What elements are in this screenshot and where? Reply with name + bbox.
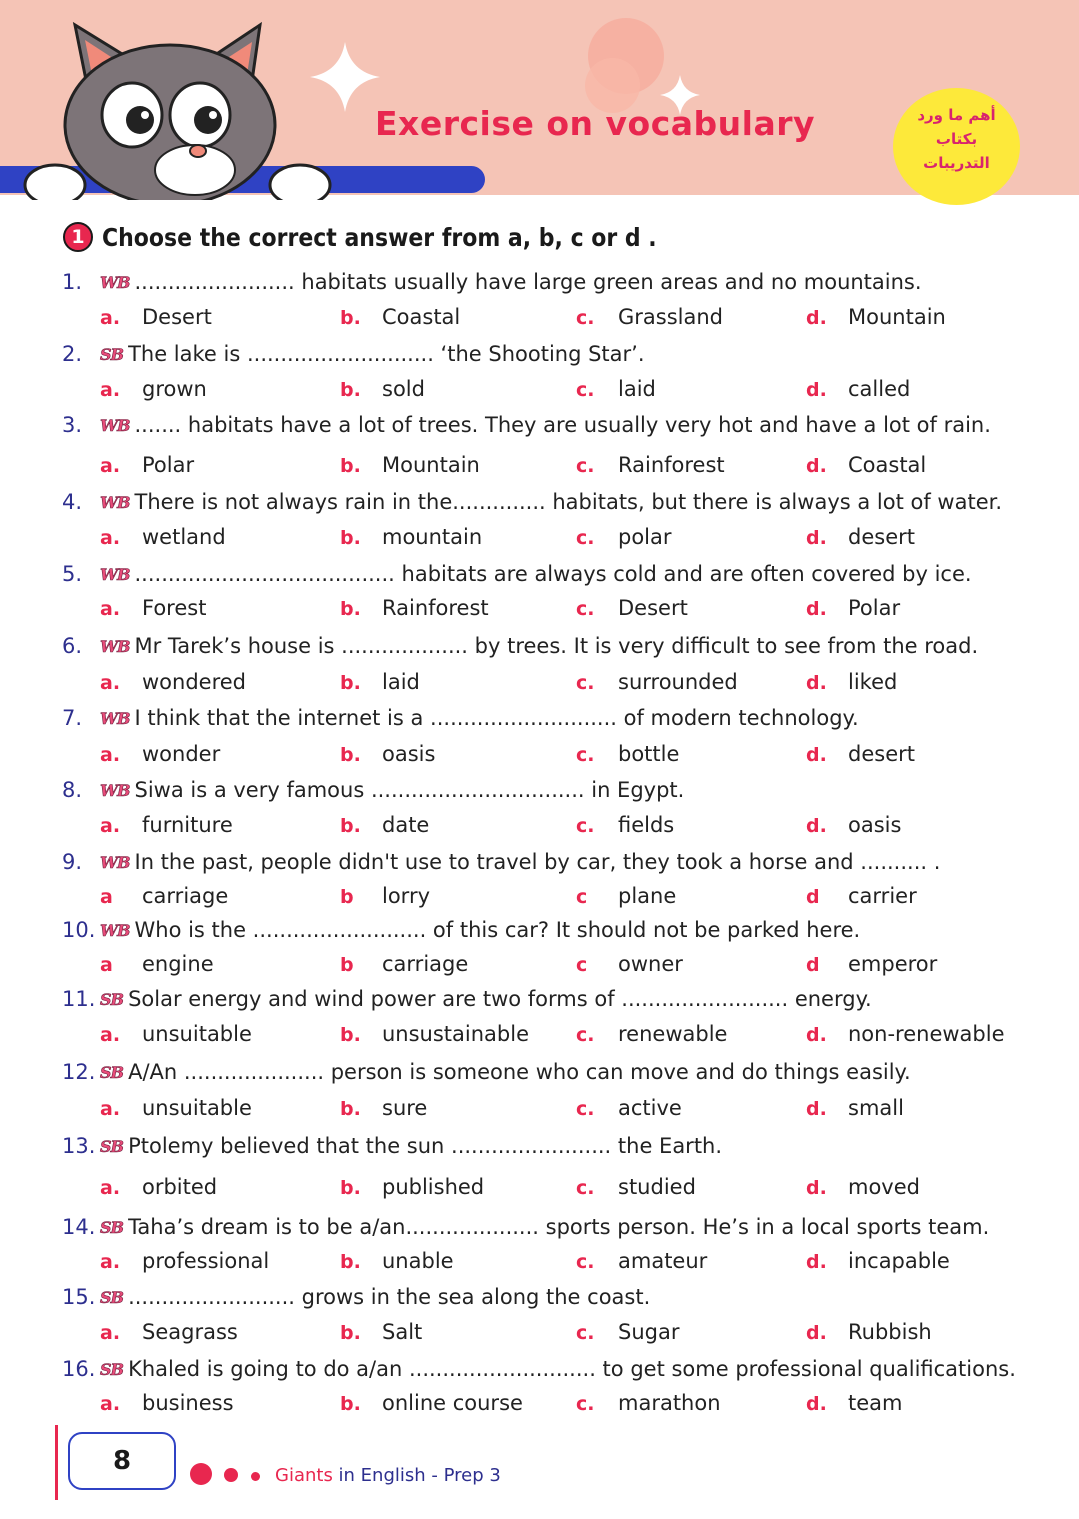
answer-option[interactable] [340, 1391, 523, 1415]
option-letter: c. [576, 672, 595, 694]
answer-option[interactable] [806, 1391, 902, 1415]
option-text: Rainforest [618, 453, 725, 477]
option-letter: a. [100, 455, 121, 477]
footer-brand: Giants [275, 1465, 333, 1486]
option-letter: b. [340, 1098, 361, 1120]
option-text: sure [382, 1096, 428, 1120]
answer-options [0, 377, 1079, 405]
option-text: renewable [618, 1022, 728, 1046]
answer-option[interactable] [340, 1096, 427, 1120]
option-text: unable [382, 1249, 454, 1273]
question-stem [62, 1060, 911, 1084]
option-text: marathon [618, 1391, 721, 1415]
answer-option[interactable] [340, 525, 482, 549]
question-text: Siwa is a very famous ................................ in Egypt. [134, 778, 685, 802]
page-title: Exercise on vocabulary [375, 104, 816, 143]
footer-dot [224, 1468, 238, 1482]
question-text: ........................ habitats usually have large green areas and no mountains. [134, 270, 922, 294]
option-letter: a [100, 886, 113, 908]
option-letter: d. [806, 1098, 827, 1120]
option-letter: a. [100, 1393, 121, 1415]
question-text: ....... habitats have a lot of trees. They are usually very hot and have a lot of rain. [134, 413, 991, 437]
option-letter: c. [576, 455, 595, 477]
option-letter: b. [340, 1024, 361, 1046]
option-letter: b. [340, 1251, 361, 1273]
option-letter: d. [806, 307, 827, 329]
question-stem [62, 1357, 1016, 1381]
option-text: surrounded [618, 670, 738, 694]
question-text: Solar energy and wind power are two forms of ......................... energy. [128, 987, 872, 1011]
option-text: Desert [142, 305, 212, 329]
answer-option[interactable] [100, 813, 233, 837]
answer-options [0, 305, 1079, 333]
source-badge: SB [100, 1359, 124, 1379]
footer-dot [190, 1463, 212, 1485]
option-letter: b [340, 954, 354, 976]
answer-option[interactable] [576, 377, 656, 401]
option-text: Rainforest [382, 596, 489, 620]
option-text: unsuitable [142, 1022, 252, 1046]
answer-option[interactable] [576, 1022, 727, 1046]
question-number: 14. [62, 1215, 96, 1239]
option-letter: b. [340, 527, 361, 549]
answer-option[interactable] [340, 952, 468, 976]
option-letter: d. [806, 1024, 827, 1046]
question-stem [62, 918, 860, 942]
question-number: 7. [62, 706, 83, 730]
option-text: incapable [848, 1249, 950, 1273]
answer-option[interactable] [100, 1096, 252, 1120]
option-letter: b. [340, 744, 361, 766]
answer-options [0, 1022, 1079, 1050]
answer-option[interactable] [340, 1249, 454, 1273]
answer-option[interactable] [100, 1022, 252, 1046]
option-letter: d. [806, 379, 827, 401]
option-letter: d. [806, 1251, 827, 1273]
answer-option[interactable] [576, 670, 738, 694]
answer-option[interactable] [340, 1175, 484, 1199]
question-stem [62, 1134, 722, 1158]
answer-option[interactable] [340, 1320, 422, 1344]
answer-options [0, 884, 1079, 912]
option-text: furniture [142, 813, 233, 837]
answer-option[interactable] [340, 453, 480, 477]
option-letter: d. [806, 527, 827, 549]
question-stem [62, 706, 859, 730]
answer-option[interactable] [340, 377, 425, 401]
answer-option[interactable] [576, 596, 688, 620]
option-letter: b. [340, 815, 361, 837]
answer-option[interactable] [806, 952, 937, 976]
option-letter: c. [576, 307, 595, 329]
answer-option[interactable] [576, 884, 676, 908]
answer-option[interactable] [100, 525, 226, 549]
source-badge: WB [100, 564, 130, 584]
option-text: Desert [618, 596, 688, 620]
option-text: engine [142, 952, 214, 976]
question-stem [62, 634, 978, 658]
option-text: wondered [142, 670, 247, 694]
answer-option[interactable] [340, 305, 460, 329]
answer-options [0, 1391, 1079, 1419]
option-text: moved [848, 1175, 920, 1199]
option-text: mountain [382, 525, 483, 549]
answer-option[interactable] [576, 453, 725, 477]
question-text: I think that the internet is a ............................ of modern technology. [134, 706, 859, 730]
option-text: unsuitable [142, 1096, 252, 1120]
option-text: Coastal [848, 453, 927, 477]
answer-options [0, 952, 1079, 980]
question-number: 4. [62, 490, 83, 514]
answer-option[interactable] [340, 742, 435, 766]
option-letter: a. [100, 1177, 121, 1199]
option-letter: a. [100, 1251, 121, 1273]
option-letter: d. [806, 672, 827, 694]
option-letter: a. [100, 672, 121, 694]
option-text: published [382, 1175, 485, 1199]
answer-option[interactable] [806, 1249, 950, 1273]
question-stem [62, 1285, 650, 1309]
question-text: Ptolemy believed that the sun ........................ the Earth. [128, 1134, 723, 1158]
badge-line: التدريبات [923, 154, 990, 172]
question-number: 16. [62, 1357, 96, 1381]
option-letter: c. [576, 1322, 595, 1344]
option-letter: c. [576, 1024, 595, 1046]
option-text: oasis [382, 742, 436, 766]
footer-divider [55, 1425, 58, 1500]
option-letter: c. [576, 1393, 595, 1415]
option-text: amateur [618, 1249, 708, 1273]
answer-option[interactable] [340, 884, 430, 908]
question-text: Khaled is going to do a/an ............................ to get some professional qualifications. [128, 1357, 1016, 1381]
question-stem [62, 413, 991, 437]
answer-option[interactable] [806, 884, 917, 908]
source-badge: WB [100, 852, 130, 872]
option-text: Polar [848, 596, 901, 620]
source-badge: SB [100, 1217, 124, 1237]
option-text: wetland [142, 525, 226, 549]
option-text: business [142, 1391, 234, 1415]
option-text: Mountain [848, 305, 946, 329]
answer-option[interactable] [340, 596, 489, 620]
option-letter: a. [100, 815, 121, 837]
option-letter: b. [340, 598, 361, 620]
answer-option[interactable] [576, 1391, 721, 1415]
answer-option[interactable] [100, 884, 228, 908]
answer-options [0, 453, 1079, 481]
option-letter: b [340, 886, 354, 908]
option-text: sold [382, 377, 425, 401]
answer-option[interactable] [806, 1096, 904, 1120]
option-text: wonder [142, 742, 221, 766]
option-text: Coastal [382, 305, 461, 329]
question-number: 15. [62, 1285, 96, 1309]
answer-option[interactable] [576, 1096, 682, 1120]
answer-option[interactable] [806, 377, 910, 401]
option-letter: a. [100, 307, 121, 329]
option-text: Mountain [382, 453, 480, 477]
option-letter: d. [806, 1393, 827, 1415]
question-text: There is not always rain in the.............. habitats, but there is always a lot of water. [134, 490, 1002, 514]
answer-option[interactable] [100, 453, 194, 477]
option-text: Polar [142, 453, 195, 477]
option-text: Salt [382, 1320, 423, 1344]
option-letter: b. [340, 1177, 361, 1199]
option-text: grown [142, 377, 207, 401]
option-letter: a. [100, 1024, 121, 1046]
option-text: oasis [848, 813, 902, 837]
answer-option[interactable] [576, 525, 672, 549]
option-text: active [618, 1096, 682, 1120]
answer-option[interactable] [100, 596, 206, 620]
question-number: 12. [62, 1060, 96, 1084]
option-text: bottle [618, 742, 680, 766]
option-text: liked [848, 670, 898, 694]
option-letter: a. [100, 379, 121, 401]
option-text: non-renewable [848, 1022, 1005, 1046]
option-letter: d. [806, 455, 827, 477]
option-text: carrier [848, 884, 917, 908]
option-text: laid [382, 670, 420, 694]
option-letter: b. [340, 1322, 361, 1344]
option-text: small [848, 1096, 904, 1120]
answer-options [0, 670, 1079, 698]
footer-subtitle: in English - Prep 3 [332, 1465, 501, 1486]
option-letter: b. [340, 379, 361, 401]
option-text: Sugar [618, 1320, 680, 1344]
option-text: professional [142, 1249, 270, 1273]
answer-option[interactable] [576, 813, 674, 837]
option-letter: d. [806, 1177, 827, 1199]
source-badge: WB [100, 920, 130, 940]
question-stem [62, 987, 872, 1011]
option-letter: a. [100, 1322, 121, 1344]
option-text: lorry [382, 884, 431, 908]
question-text: The lake is ............................ ‘the Shooting Star’. [128, 342, 645, 366]
option-text: carriage [142, 884, 229, 908]
instruction-text: Choose the correct answer from a, b, c or d . [102, 222, 657, 252]
option-text: Rubbish [848, 1320, 932, 1344]
option-letter: c. [576, 744, 595, 766]
option-text: unsustainable [382, 1022, 530, 1046]
question-number: 3. [62, 413, 83, 437]
question-text: A/An ..................... person is someone who can move and do things easily. [128, 1060, 911, 1084]
answer-option[interactable] [576, 952, 683, 976]
answer-option[interactable] [576, 1175, 696, 1199]
answer-option[interactable] [576, 305, 723, 329]
question-number: 13. [62, 1134, 96, 1158]
option-text: polar [618, 525, 672, 549]
option-letter: d. [806, 815, 827, 837]
footer-dot [251, 1472, 260, 1481]
answer-options [0, 813, 1079, 841]
answer-options [0, 596, 1079, 624]
cat-mascot-icon [20, 20, 340, 200]
answer-option[interactable] [340, 1022, 529, 1046]
source-badge: WB [100, 272, 130, 292]
option-text: desert [848, 525, 915, 549]
option-text: Forest [142, 596, 207, 620]
answer-option[interactable] [806, 1320, 932, 1344]
option-text: owner [618, 952, 683, 976]
answer-option[interactable] [806, 596, 900, 620]
answer-options [0, 525, 1079, 553]
source-badge: WB [100, 708, 130, 728]
answer-options [0, 1249, 1079, 1277]
option-letter: b. [340, 455, 361, 477]
question-stem [62, 778, 684, 802]
option-text: carriage [382, 952, 469, 976]
option-letter: c [576, 886, 588, 908]
answer-options [0, 1175, 1079, 1203]
answer-option[interactable] [100, 952, 214, 976]
question-stem [62, 1215, 989, 1239]
question-number: 2. [62, 342, 83, 366]
option-letter: d. [806, 598, 827, 620]
option-letter: b. [340, 672, 361, 694]
answer-option[interactable] [806, 742, 915, 766]
instruction [63, 222, 732, 252]
option-text: online course [382, 1391, 523, 1415]
answer-option[interactable] [806, 453, 926, 477]
option-letter: a [100, 954, 113, 976]
answer-option[interactable] [576, 1249, 707, 1273]
answer-options [0, 742, 1079, 770]
question-text: In the past, people didn't use to travel by car, they took a horse and .......... . [134, 850, 941, 874]
option-letter: c. [576, 815, 595, 837]
answer-options [0, 1320, 1079, 1348]
answer-option[interactable] [576, 1320, 679, 1344]
answer-option[interactable] [340, 670, 420, 694]
source-badge: WB [100, 780, 130, 800]
badge-line: بكتاب [935, 130, 978, 148]
answer-option[interactable] [806, 305, 946, 329]
option-letter: c. [576, 527, 595, 549]
option-text: fields [618, 813, 675, 837]
option-text: laid [618, 377, 656, 401]
question-text: ......................... grows in the sea along the coast. [128, 1285, 651, 1309]
source-badge: WB [100, 492, 130, 512]
option-letter: a. [100, 527, 121, 549]
option-text: plane [618, 884, 677, 908]
option-letter: d. [806, 1322, 827, 1344]
answer-option[interactable] [806, 813, 901, 837]
question-number: 8. [62, 778, 83, 802]
question-text: Who is the .......................... of this car? It should not be parked here. [134, 918, 861, 942]
option-text: orbited [142, 1175, 218, 1199]
option-letter: a. [100, 744, 121, 766]
question-number: 6. [62, 634, 83, 658]
answer-option[interactable] [576, 742, 679, 766]
option-letter: c. [576, 379, 595, 401]
answer-option[interactable] [100, 1391, 234, 1415]
option-text: Grassland [618, 305, 723, 329]
option-letter: d [806, 954, 820, 976]
badge-line: أهم ما ورد [917, 106, 996, 124]
source-badge: WB [100, 415, 130, 435]
answer-option[interactable] [100, 670, 246, 694]
question-text: ....................................... habitats are always cold and are often covered by ice. [134, 562, 972, 586]
option-text: desert [848, 742, 915, 766]
source-badge: SB [100, 1062, 124, 1082]
question-number: 11. [62, 987, 96, 1011]
source-badge: SB [100, 989, 124, 1009]
option-letter: b. [340, 307, 361, 329]
option-letter: c. [576, 1251, 595, 1273]
option-letter: a. [100, 598, 121, 620]
question-text: Taha’s dream is to be a/an.................... sports person. He’s in a local sports team. [128, 1215, 990, 1239]
badge-stamp [893, 88, 1020, 205]
question-stem [62, 562, 972, 586]
answer-option[interactable] [806, 1175, 920, 1199]
question-number: 9. [62, 850, 83, 874]
option-text: date [382, 813, 430, 837]
footer-text [275, 1465, 501, 1486]
source-badge: SB [100, 1136, 124, 1156]
question-stem [62, 342, 645, 366]
option-letter: c. [576, 1098, 595, 1120]
option-text: team [848, 1391, 903, 1415]
question-stem [62, 490, 1002, 514]
answer-option[interactable] [806, 1022, 1005, 1046]
answer-option[interactable] [100, 1249, 269, 1273]
option-letter: d [806, 886, 820, 908]
question-stem [62, 850, 940, 874]
answer-option[interactable] [100, 377, 207, 401]
question-stem [62, 270, 922, 294]
option-text: called [848, 377, 911, 401]
answer-option[interactable] [340, 813, 429, 837]
question-text: Mr Tarek’s house is ................... by trees. It is very difficult to see from the road. [134, 634, 979, 658]
source-badge: WB [100, 636, 130, 656]
answer-option[interactable] [100, 742, 220, 766]
source-badge: SB [100, 1287, 124, 1307]
answer-option[interactable] [100, 1320, 238, 1344]
option-letter: a. [100, 1098, 121, 1120]
option-text: studied [618, 1175, 696, 1199]
source-badge: SB [100, 344, 124, 364]
page-number: 8 [68, 1432, 176, 1490]
option-letter: c. [576, 598, 595, 620]
instruction-number: 1 [63, 222, 93, 252]
answer-option[interactable] [100, 305, 212, 329]
answer-option[interactable] [806, 525, 915, 549]
answer-option[interactable] [100, 1175, 217, 1199]
option-letter: d. [806, 744, 827, 766]
question-number: 10. [62, 918, 96, 942]
option-letter: c. [576, 1177, 595, 1199]
option-letter: c [576, 954, 588, 976]
option-letter: b. [340, 1393, 361, 1415]
answer-options [0, 1096, 1079, 1124]
question-number: 1. [62, 270, 83, 294]
question-number: 5. [62, 562, 83, 586]
option-text: Seagrass [142, 1320, 238, 1344]
answer-option[interactable] [806, 670, 897, 694]
option-text: emperor [848, 952, 938, 976]
